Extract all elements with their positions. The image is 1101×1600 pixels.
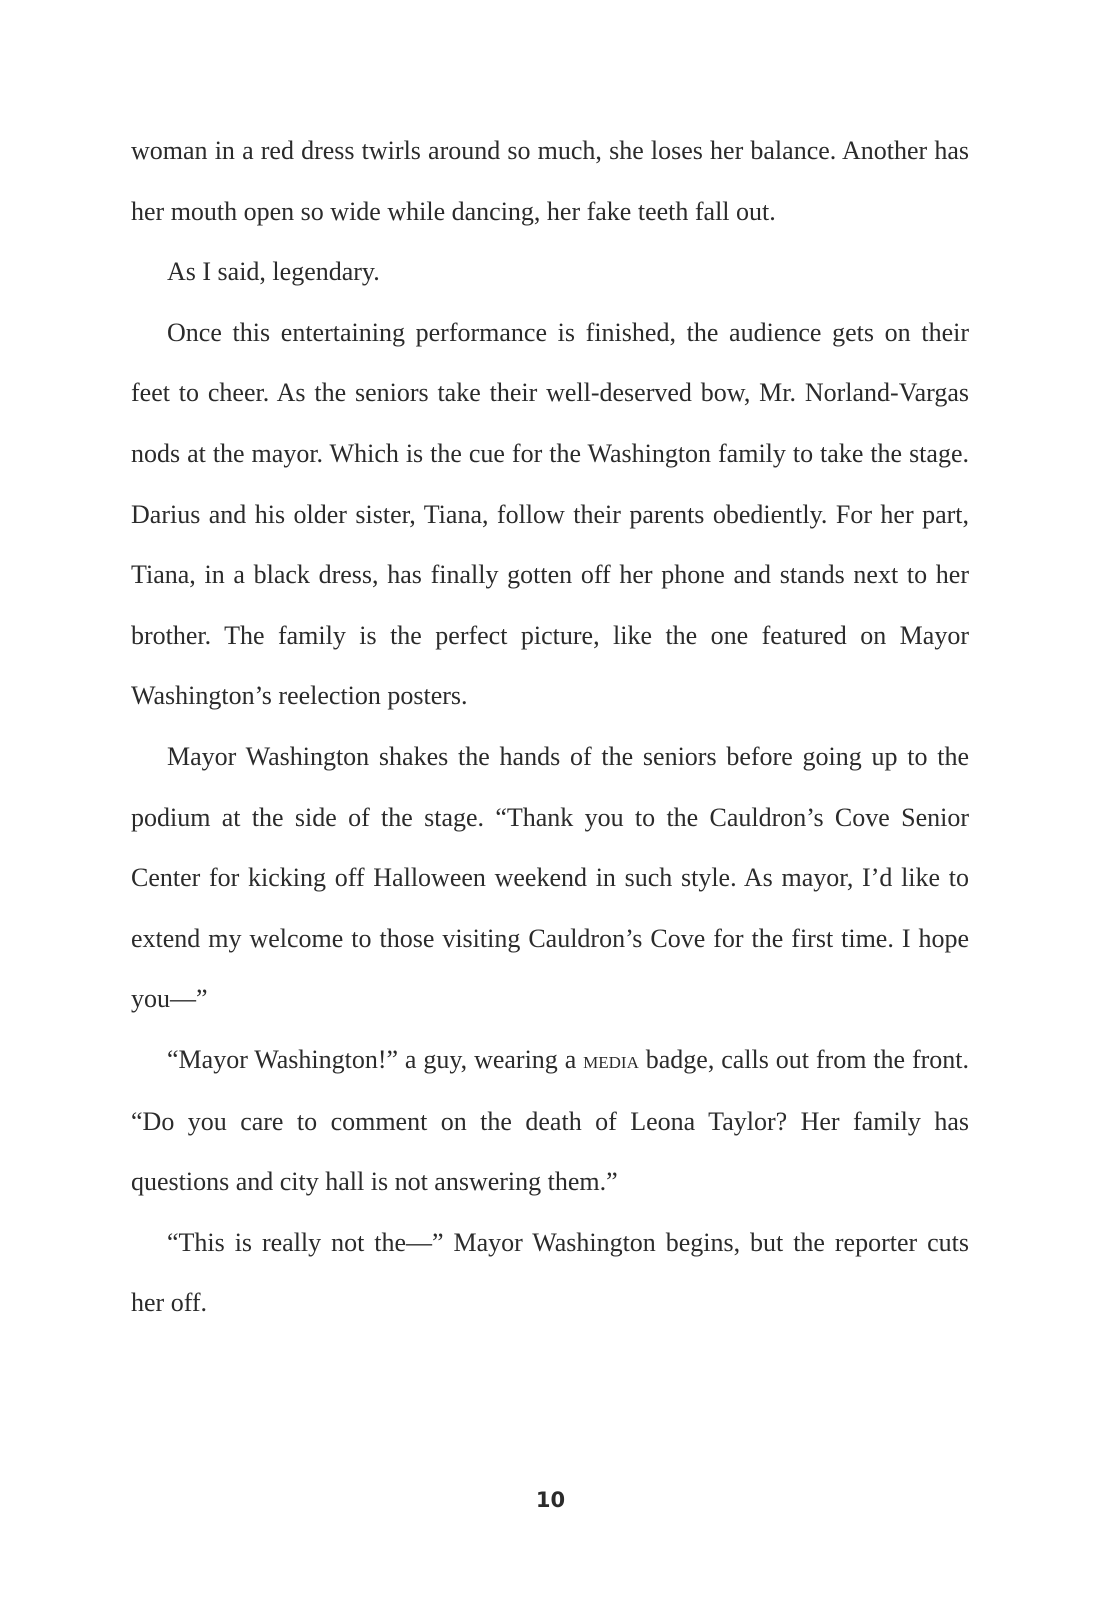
paragraph: As I said, legendary. — [167, 257, 380, 287]
paragraph: Mayor Washington shakes the hands of the seniors before going up to the podium at the side of the stage. “Thank you to the Cauldron’s Cove Senior Center for kicking off Halloween weekend in such style. As mayor, I’d like to extend my welcome to those visiting Cauldron’s Cove for the first time. I hope you—” — [131, 741, 969, 1014]
paragraph: “This is really not the—” Mayor Washington begins, but the reporter cuts her off. — [131, 1227, 969, 1318]
media-badge-text: media — [583, 1047, 639, 1074]
paragraph: Once this entertaining performance is finished, the audience gets on their feet to cheer. As the seniors take their well-deserved bow, Mr. Norland-Vargas nods at the mayor. Which is the cue for the Washington family to take the stage. Darius and his older sister, Tiana, follow their parents obediently. For her part, Tiana, in a black dress, has finally gotten off her phone and stands next to her brother. The family is the perfect picture, like the one featured on Mayor Washington’s reelection posters. — [131, 317, 969, 711]
paragraph — [131, 1030, 969, 1213]
page-number: 10 — [535, 1488, 566, 1512]
paragraph-text-after: badge, calls out from the front. “Do you care to comment on the death of Leona Taylor? Her family has questions and city hall is not answering them.” — [131, 1044, 970, 1197]
paragraph-continued: woman in a red dress twirls around so much, she loses her balance. Another has her mouth open so wide while dancing, her fake teeth fall out. — [131, 136, 969, 226]
body-text — [131, 121, 969, 1334]
paragraph-text-before: “Mayor Washington!” a guy, wearing a — [167, 1044, 584, 1074]
